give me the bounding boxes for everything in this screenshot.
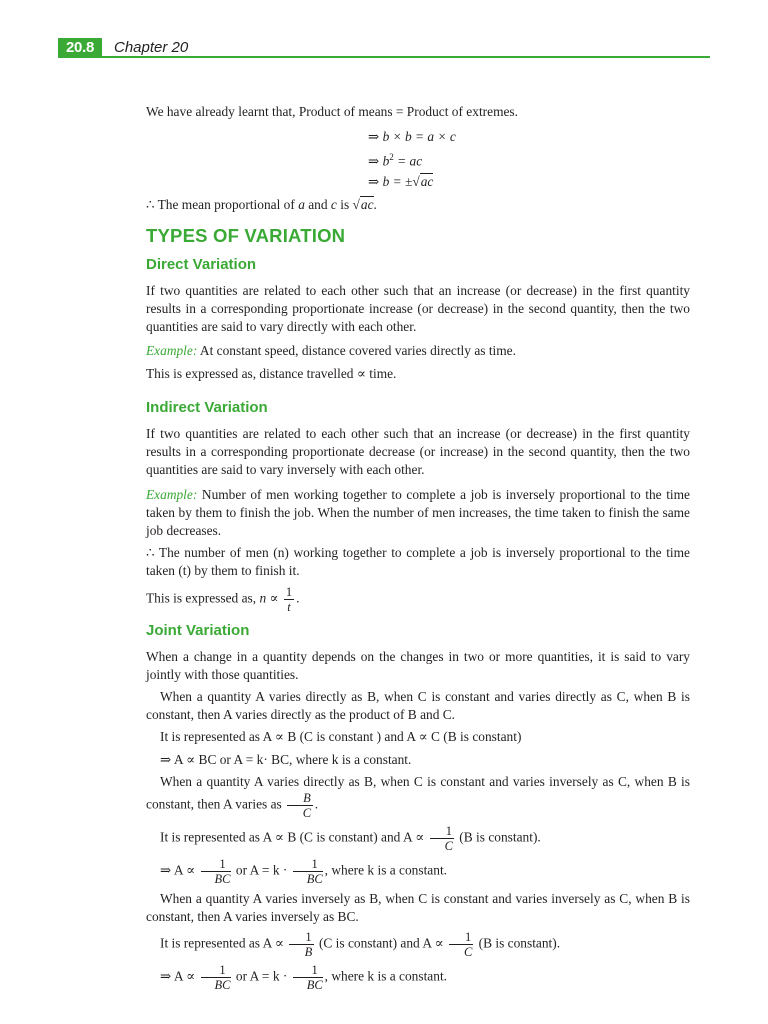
indirect-variation-example: Example: Number of men working together to complete a job is inversely proportional to the time taken by them to finish the job. When the number of men increases, the time taken to finish the same job decreases. [146, 486, 690, 538]
page-number-badge: 20.8 [58, 38, 102, 58]
equation-3: ⇒ b = ±√ac [368, 173, 434, 189]
joint-implication-1: ⇒ A ∝ BC or A = k· BC, where k is a constant. [160, 751, 412, 767]
mean-proportional-statement: ∴ The mean proportional of a and c is √ac. [146, 196, 377, 212]
fraction: $\frac{1}{BC}$ [293, 857, 323, 886]
equation-2: ⇒ $b^2$ = ac [368, 152, 423, 169]
joint-variation-paragraph-1: When a change in a quantity depends on the changes in two or more quantities, it is said to vary jointly with those quantities. [146, 648, 690, 682]
joint-variation-paragraph-4: When a quantity A varies inversely as B, when C is constant and varies inversely as C, when B is constant, then A varies inversely as BC. [146, 890, 690, 925]
page-content [146, 103, 690, 992]
fraction: $\frac{1}{BC}$ [201, 857, 231, 886]
joint-representation-1: It is represented as A ∝ B (C is constant ) and A ∝ C (B is constant) [160, 729, 522, 745]
fraction: $\frac{1}{B}$ [289, 930, 313, 959]
fraction: $\frac{1}{BC}$ [201, 963, 231, 992]
indirect-variation-expression: This is expressed as, n ∝ $\frac{1}{t}$ . [146, 584, 300, 614]
joint-variation-paragraph-3: When a quantity A varies directly as B, when C is constant and varies inversely as C, when B is constant, then A varies as $\frac{B}{C}$ . [146, 773, 690, 820]
direct-variation-expression: This is expressed as, distance travelled ∝ time. [146, 365, 397, 381]
direct-variation-paragraph: If two quantities are related to each other such that an increase (or decrease) in the first quantity results in a corresponding proportionate increase (or decrease) in the second quantity, then the two quantities are said to vary directly with each other. [146, 282, 690, 335]
fraction: $\frac{1}{t}$ [285, 584, 293, 614]
joint-implication-3: ⇒ A ∝ $\frac{1}{BC}$ or A = k · $\frac{1}{BC}$ , where k is a constant. [160, 963, 448, 993]
joint-representation-2: It is represented as A ∝ B (C is constant) and A ∝ $\frac{1}{C}$ (B is constant). [160, 823, 541, 853]
indirect-variation-therefore: ∴ The number of men (n) working together to complete a job is inversely proportional to the time taken (t) by them to finish it. [146, 545, 690, 579]
joint-variation-heading: Joint Variation [146, 621, 250, 639]
fraction: $\frac{1}{BC}$ [293, 963, 323, 992]
joint-representation-3: It is represented as A ∝ $\frac{1}{B}$ (C is constant) and A ∝ $\frac{1}{C}$ (B is constant). [160, 930, 561, 960]
equation-1: ⇒ b × b = a × c [368, 129, 456, 145]
joint-implication-2: ⇒ A ∝ $\frac{1}{BC}$ or A = k · $\frac{1}{BC}$ , where k is a constant. [160, 856, 448, 886]
indirect-variation-heading: Indirect Variation [146, 398, 268, 416]
indirect-variation-paragraph: If two quantities are related to each other such that an increase (or decrease) in the first quantity results in a corresponding proportionate decrease (or increase) in the second quantity, then the two quantities are said to vary inversely with each other. [146, 425, 690, 478]
fraction: $\frac{1}{C}$ [449, 930, 473, 959]
fraction: $\frac{B}{C}$ [287, 791, 313, 820]
direct-variation-heading: Direct Variation [146, 255, 257, 273]
fraction: $\frac{1}{C}$ [430, 824, 454, 853]
intro-line: We have already learnt that, Product of means = Product of extremes. [146, 104, 518, 119]
intro-equations [368, 127, 690, 191]
chapter-title: Chapter 20 [114, 39, 189, 56]
joint-variation-paragraph-2: When a quantity A varies directly as B, when C is constant and varies directly as C, when B is constant, then A varies directly as the product of B and C. [146, 688, 690, 723]
types-of-variation-heading: TYPES OF VARIATION [146, 224, 346, 246]
direct-variation-example: Example: At constant speed, distance covered varies directly as time. [146, 343, 516, 359]
